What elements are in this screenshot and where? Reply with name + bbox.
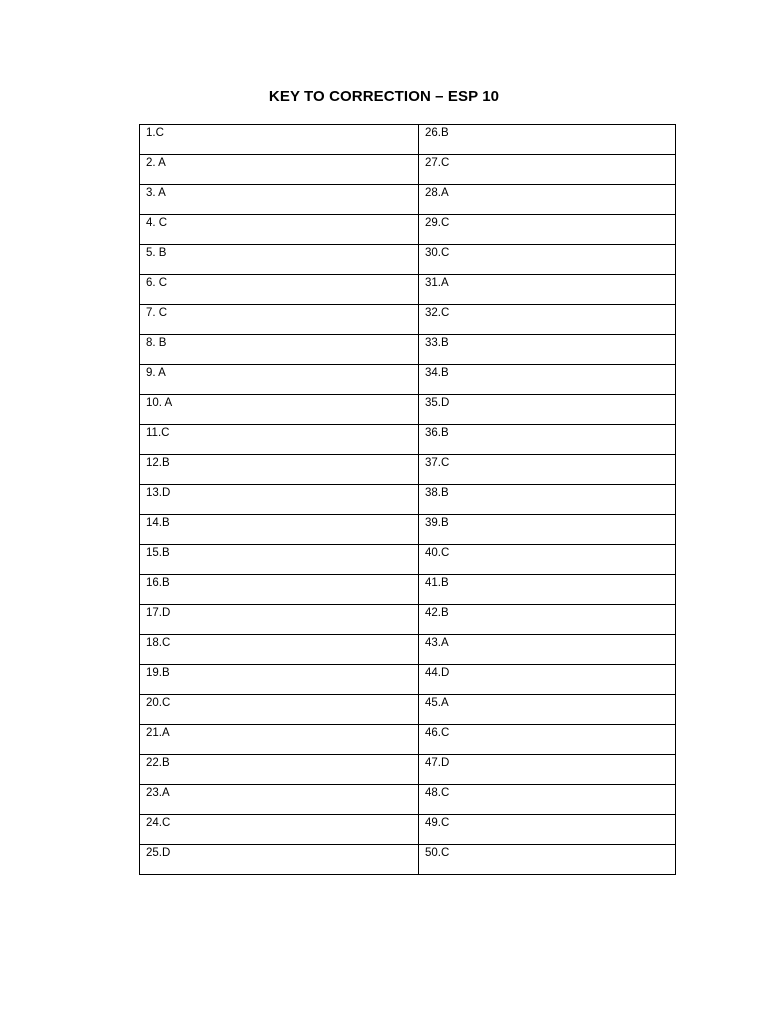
answer-text: 39.B (425, 517, 449, 529)
table-cell (140, 455, 419, 485)
table-cell (140, 575, 419, 605)
answer-text: 17.D (146, 607, 171, 619)
table-row (140, 485, 676, 515)
answer-text: 32.C (425, 307, 450, 319)
table-cell (419, 215, 676, 245)
table-cell (419, 245, 676, 275)
table-row (140, 695, 676, 725)
table-cell (140, 335, 419, 365)
table-row (140, 815, 676, 845)
table-cell (140, 635, 419, 665)
table-cell (140, 215, 419, 245)
table-row (140, 755, 676, 785)
table-cell (419, 605, 676, 635)
answer-text: 28.A (425, 187, 449, 199)
table-cell (140, 605, 419, 635)
answer-text: 41.B (425, 577, 449, 589)
table-row (140, 605, 676, 635)
answer-text: 19.B (146, 667, 170, 679)
answer-text: 7. C (146, 307, 168, 319)
table-row (140, 515, 676, 545)
table-row (140, 185, 676, 215)
answer-text: 31.A (425, 277, 449, 289)
answer-text: 14.B (146, 517, 170, 529)
table-cell (140, 815, 419, 845)
answer-text: 42.B (425, 607, 449, 619)
table-row (140, 665, 676, 695)
answer-text: 22.B (146, 757, 170, 769)
table-row (140, 575, 676, 605)
table-cell (140, 665, 419, 695)
answer-text: 10. A (146, 397, 173, 409)
answer-text: 4. C (146, 217, 168, 229)
table-cell (140, 755, 419, 785)
answer-text: 50.C (425, 847, 450, 859)
answer-text: 36.B (425, 427, 449, 439)
answer-text: 33.B (425, 337, 449, 349)
answer-text: 5. B (146, 247, 167, 259)
table-cell (140, 275, 419, 305)
table-row (140, 395, 676, 425)
table-cell (419, 395, 676, 425)
table-cell (140, 515, 419, 545)
answer-text: 21.A (146, 727, 170, 739)
table-cell (140, 485, 419, 515)
table-cell (419, 755, 676, 785)
answer-text: 35.D (425, 397, 450, 409)
answer-text: 46.C (425, 727, 450, 739)
answer-text: 12.B (146, 457, 170, 469)
answer-text: 6. C (146, 277, 168, 289)
table-cell (419, 425, 676, 455)
table-cell (419, 725, 676, 755)
table-cell (419, 305, 676, 335)
answer-text: 40.C (425, 547, 450, 559)
answer-text: 48.C (425, 787, 450, 799)
table-cell (419, 665, 676, 695)
table-row (140, 545, 676, 575)
table-row (140, 155, 676, 185)
table-cell (419, 485, 676, 515)
table-row (140, 455, 676, 485)
table-row (140, 275, 676, 305)
table-row (140, 785, 676, 815)
answer-text: 27.C (425, 157, 450, 169)
table-cell (140, 395, 419, 425)
table-row (140, 425, 676, 455)
answer-text: 11.C (146, 427, 170, 439)
table-row (140, 635, 676, 665)
table-cell (140, 545, 419, 575)
table-cell (140, 125, 419, 155)
answer-text: 44.D (425, 667, 450, 679)
table-row (140, 245, 676, 275)
answer-text: 13.D (146, 487, 171, 499)
answer-text: 23.A (146, 787, 170, 799)
table-cell (140, 365, 419, 395)
answer-text: 15.B (146, 547, 170, 559)
answer-text: 25.D (146, 847, 171, 859)
answer-key-table (139, 124, 676, 875)
table-cell (419, 125, 676, 155)
table-cell (140, 305, 419, 335)
table-row (140, 845, 676, 875)
table-cell (140, 785, 419, 815)
table-cell (140, 725, 419, 755)
table-row (140, 215, 676, 245)
table-cell (419, 785, 676, 815)
table-row (140, 725, 676, 755)
answer-text: 26.B (425, 127, 449, 139)
answer-text: 38.B (425, 487, 449, 499)
answer-text: 49.C (425, 817, 450, 829)
answer-key-body (140, 125, 676, 875)
answer-text: 24.C (146, 817, 171, 829)
table-cell (140, 185, 419, 215)
answer-text: 34.B (425, 367, 449, 379)
table-row (140, 305, 676, 335)
table-cell (419, 845, 676, 875)
answer-text: 18.C (146, 637, 171, 649)
table-cell (140, 845, 419, 875)
answer-text: 37.C (425, 457, 450, 469)
table-row (140, 125, 676, 155)
answer-text: 43.A (425, 637, 449, 649)
table-cell (419, 365, 676, 395)
answer-text: 30.C (425, 247, 450, 259)
answer-text: 2. A (146, 157, 166, 169)
table-cell (419, 815, 676, 845)
table-cell (419, 545, 676, 575)
table-cell (419, 515, 676, 545)
table-cell (419, 455, 676, 485)
table-cell (419, 635, 676, 665)
table-row (140, 365, 676, 395)
table-cell (419, 275, 676, 305)
table-cell (419, 335, 676, 365)
document-title: KEY TO CORRECTION – ESP 10 (268, 88, 500, 105)
answer-text: 47.D (425, 757, 450, 769)
table-cell (140, 155, 419, 185)
table-cell (140, 245, 419, 275)
answer-text: 1.C (146, 127, 164, 139)
table-cell (140, 695, 419, 725)
answer-text: 45.A (425, 697, 449, 709)
table-cell (419, 695, 676, 725)
answer-text: 16.B (146, 577, 170, 589)
answer-text: 9. A (146, 367, 166, 379)
table-cell (419, 185, 676, 215)
answer-text: 8. B (146, 337, 167, 349)
table-cell (419, 575, 676, 605)
answer-text: 29.C (425, 217, 450, 229)
table-cell (140, 425, 419, 455)
table-row (140, 335, 676, 365)
answer-text: 20.C (146, 697, 171, 709)
answer-text: 3. A (146, 187, 166, 199)
table-cell (419, 155, 676, 185)
